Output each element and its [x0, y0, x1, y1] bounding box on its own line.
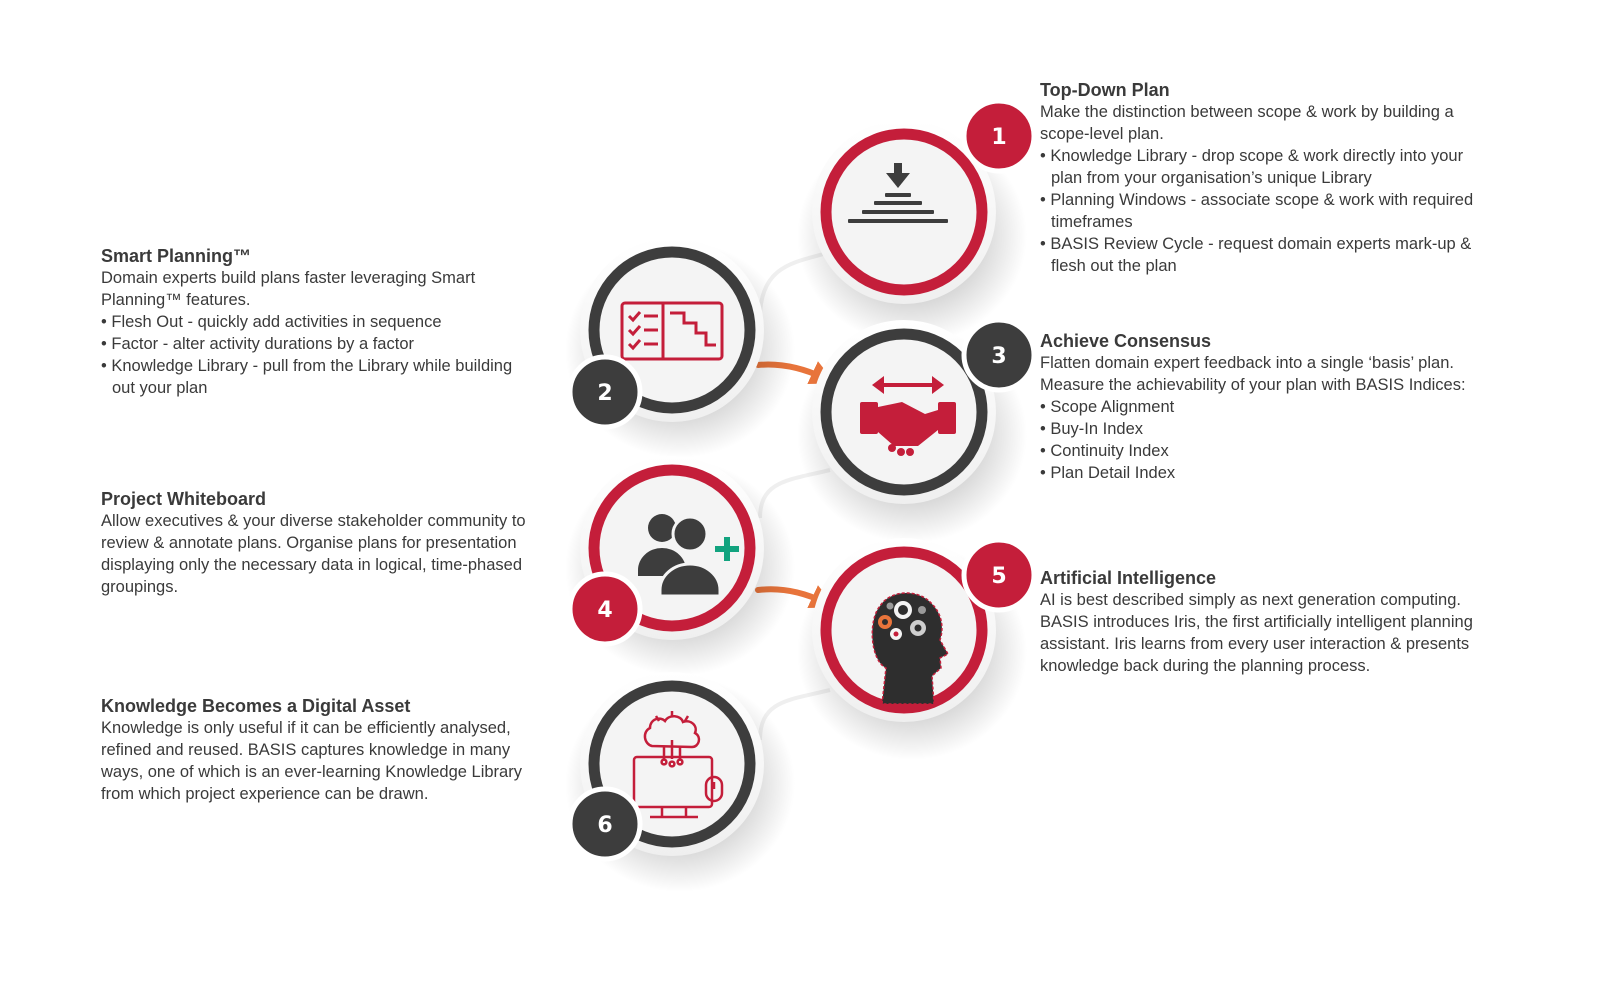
step-2-node	[565, 238, 795, 458]
step-4-description: Allow executives & your diverse stakeholder community to review & annotate plans. Organise plans for presentation displaying only the necessary data in logical, time-phased groupings.	[101, 512, 526, 596]
step-2-title: Smart Planning™	[101, 246, 252, 266]
list-item: • Knowledge Library - drop scope & work directly into your plan from your organisation’s unique Library	[1040, 145, 1480, 189]
step-2-text	[101, 245, 526, 399]
step-4-title: Project Whiteboard	[101, 489, 267, 509]
list-item: • Continuity Index	[1040, 440, 1480, 462]
step-6-number: 6	[597, 813, 613, 838]
step-2-description: Domain experts build plans faster leveraging Smart Planning™ features.	[101, 269, 476, 309]
step-3-number: 3	[991, 344, 1007, 369]
list-item: • Factor - alter activity durations by a factor	[101, 333, 526, 355]
step-4-number: 4	[597, 598, 613, 623]
step-1-bullets	[1040, 145, 1480, 277]
step-1-title: Top-Down Plan	[1040, 80, 1170, 100]
list-item: • Knowledge Library - pull from the Library while building out your plan	[101, 355, 526, 399]
step-6-node	[565, 672, 795, 892]
step-6-text	[101, 695, 526, 805]
step-6-description: Knowledge is only useful if it can be efficiently analysed, refined and reused. BASIS captures knowledge in many ways, one of which is an ever-learning Knowledge Library from which project experience can be drawn.	[101, 719, 522, 803]
step-5-title: Artificial Intelligence	[1040, 568, 1217, 588]
list-item: • Scope Alignment	[1040, 396, 1480, 418]
list-item: • Plan Detail Index	[1040, 462, 1480, 484]
list-item: • Buy-In Index	[1040, 418, 1480, 440]
step-3-node	[797, 320, 1034, 543]
step-1-description: Make the distinction between scope & work by building a scope-level plan.	[1040, 103, 1454, 143]
list-item: • Flesh Out - quickly add activities in sequence	[101, 311, 526, 333]
step-6-title: Knowledge Becomes a Digital Asset	[101, 696, 411, 716]
step-2-bullets	[101, 311, 526, 399]
step-3-title: Achieve Consensus	[1040, 331, 1212, 351]
step-5-node	[797, 538, 1034, 760]
step-1-number: 1	[991, 125, 1007, 150]
step-5-text	[1040, 567, 1480, 677]
step-3-text	[1040, 330, 1480, 484]
step-5-number: 5	[991, 564, 1007, 589]
step-4-node	[565, 456, 795, 676]
step-5-description: AI is best described simply as next generation computing. BASIS introduces Iris, the first artificially intelligent planning assistant. Iris learns from every user interaction & presents knowledge back during the planning process.	[1040, 591, 1473, 675]
step-1-text	[1040, 79, 1480, 277]
step-4-text	[101, 488, 531, 598]
list-item: • Planning Windows - associate scope & work with required timeframes	[1040, 189, 1480, 233]
step-2-number: 2	[597, 381, 613, 406]
step-1-node	[797, 101, 1034, 344]
step-3-description: Flatten domain expert feedback into a single ‘basis’ plan. Measure the achievability of your plan with BASIS Indices:	[1040, 354, 1466, 394]
list-item: • BASIS Review Cycle - request domain experts mark-up & flesh out the plan	[1040, 233, 1480, 277]
step-3-bullets	[1040, 396, 1480, 484]
